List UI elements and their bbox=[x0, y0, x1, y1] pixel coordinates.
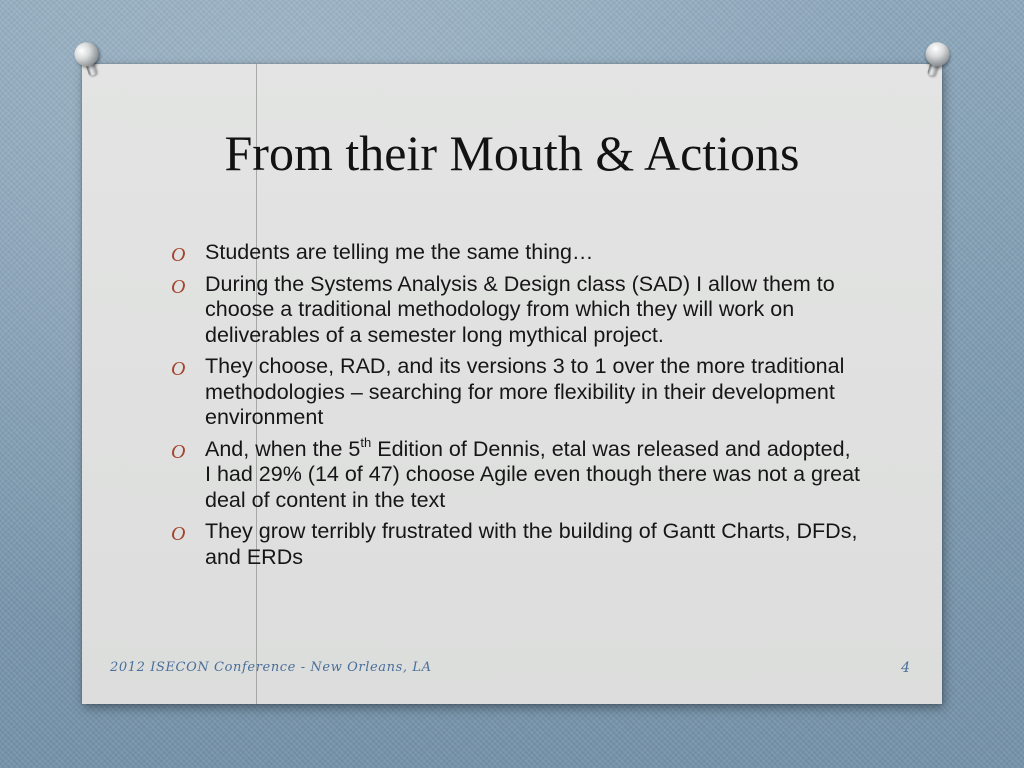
bullet-text: They grow terribly frustrated with the building of Gantt Charts, DFDs, and ERDs bbox=[205, 519, 858, 569]
bullet-marker-icon: O bbox=[171, 523, 186, 545]
page-number: 4 bbox=[901, 660, 910, 676]
bullet-text: They choose, RAD, and its versions 3 to 1 over the more traditional methodologies – searching for more flexibility in their development environment bbox=[205, 354, 845, 429]
slide-footer: 2012 ISECON Conference - New Orleans, LA bbox=[110, 660, 432, 675]
bullet-item bbox=[170, 434, 861, 514]
bullet-text-after: Edition of Dennis, etal was released and adopted, I had 29% (14 of 47) choose Agile even though there was not a great deal of content in the text bbox=[205, 436, 861, 512]
bullet-text-before: And, when the 5 bbox=[205, 436, 361, 461]
bullet-list bbox=[170, 240, 860, 576]
bullet-marker-icon: O bbox=[171, 440, 186, 463]
bullet-item bbox=[170, 519, 860, 570]
bullet-item bbox=[170, 240, 860, 266]
bullet-item bbox=[170, 272, 860, 349]
bullet-text: During the Systems Analysis & Design class (SAD) I allow them to choose a traditional methodology from which they will work on deliverables of a semester long mythical project. bbox=[205, 271, 835, 347]
bullet-marker-icon: O bbox=[171, 358, 186, 380]
slide-title: From their Mouth & Actions bbox=[224, 125, 800, 181]
ordinal-superscript: th bbox=[360, 434, 372, 450]
bullet-item bbox=[170, 354, 860, 431]
bullet-text: Students are telling me the same thing… bbox=[205, 240, 594, 264]
bullet-marker-icon: O bbox=[171, 244, 186, 266]
bullet-marker-icon: O bbox=[171, 275, 186, 298]
